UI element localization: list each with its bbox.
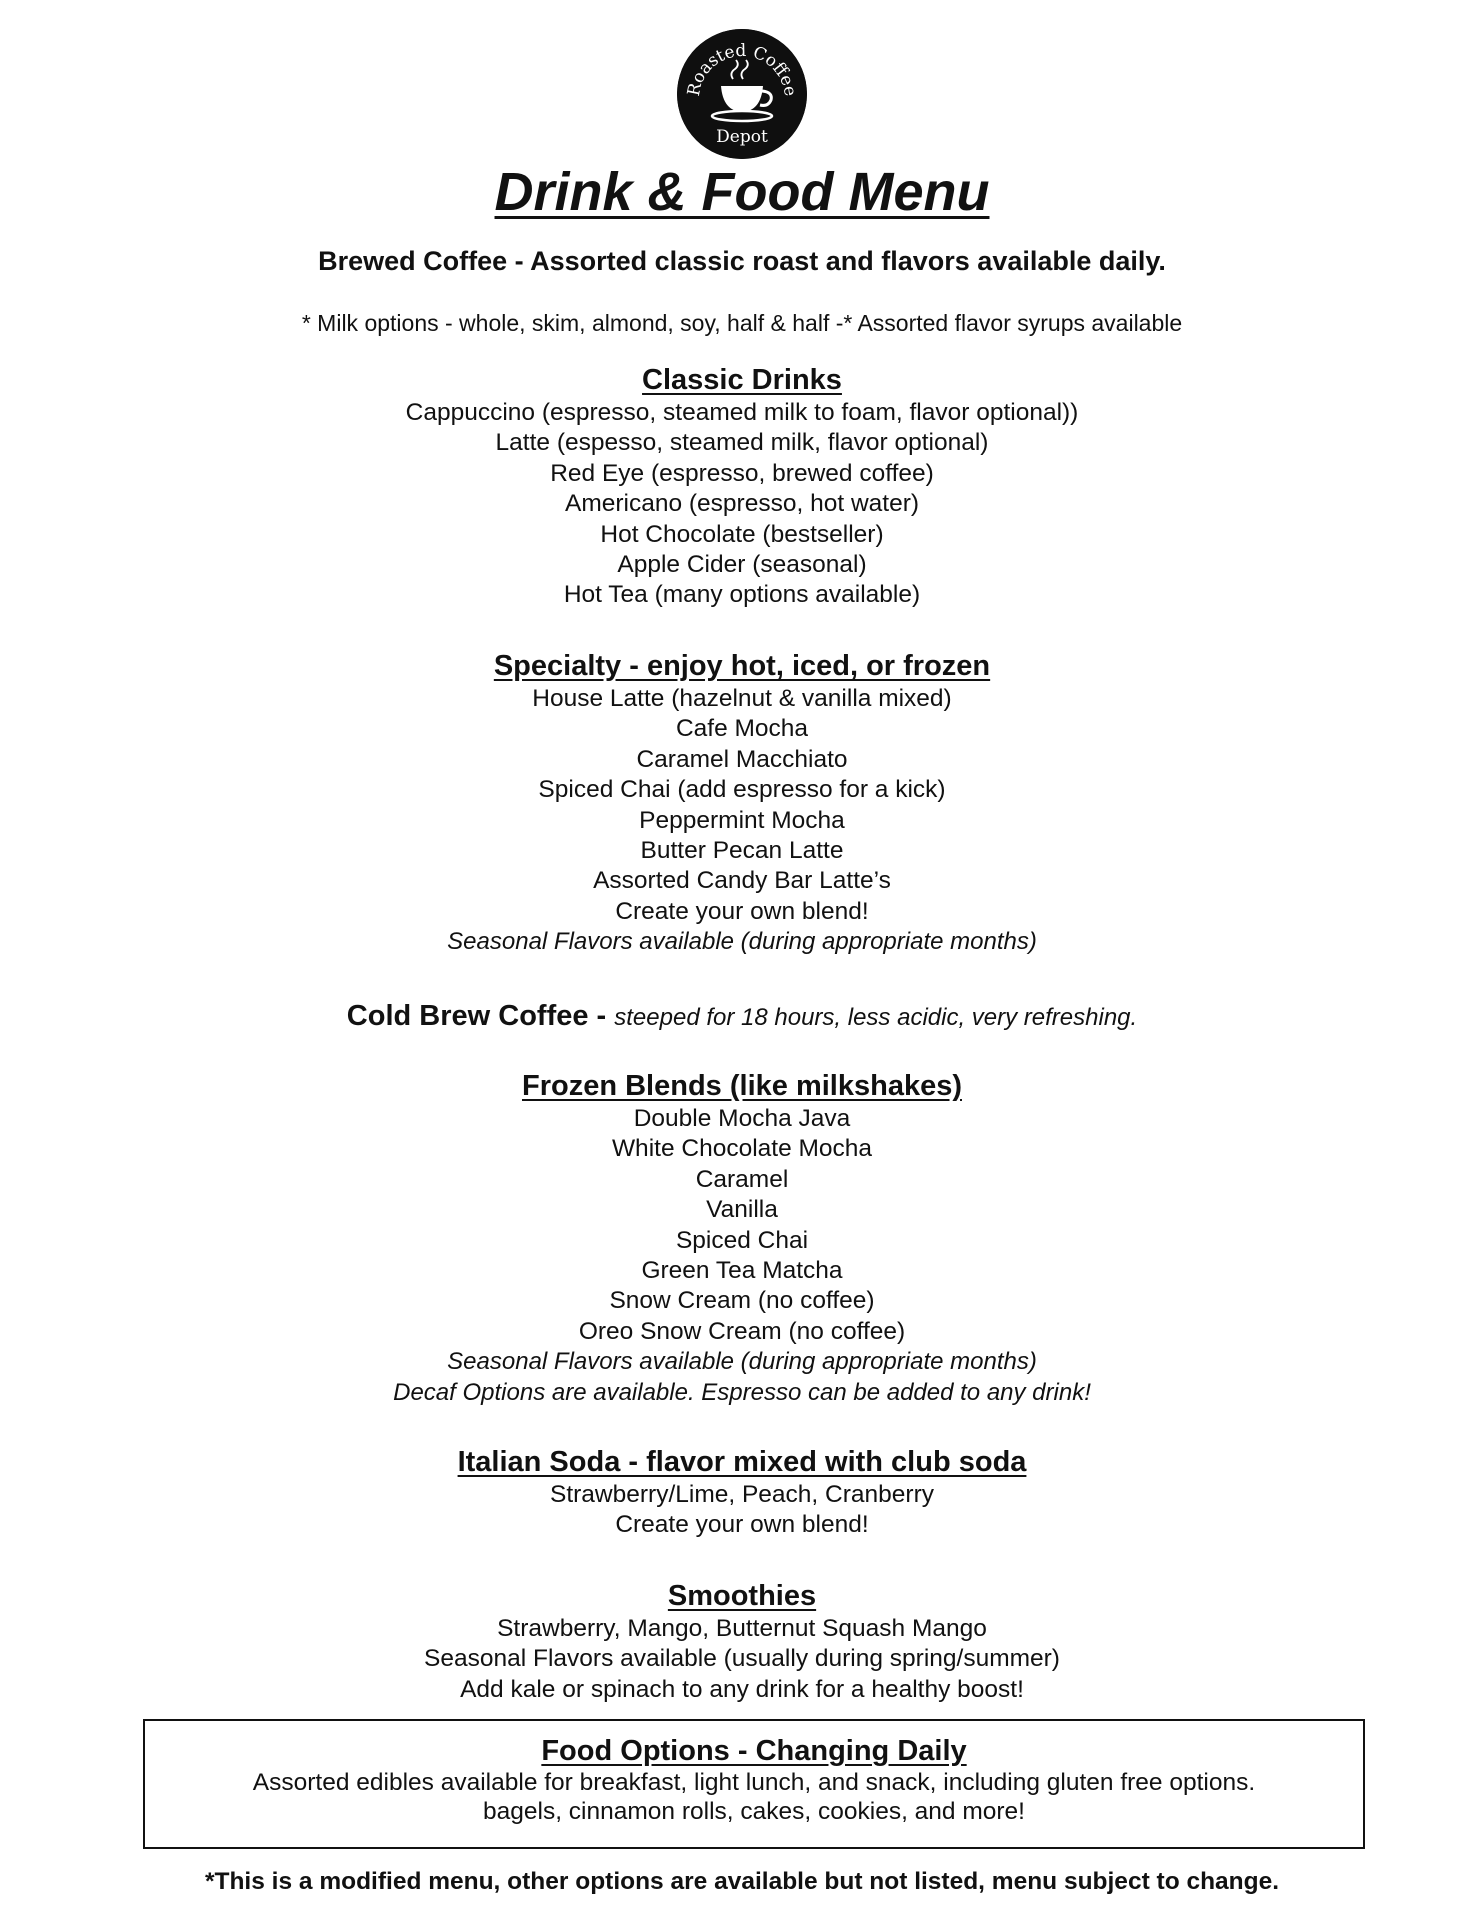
classic-drinks-section	[0, 362, 1484, 611]
menu-item: Green Tea Matcha	[641, 1257, 843, 1285]
menu-item: Oreo Snow Cream (no coffee)	[578, 1317, 906, 1345]
frozen-blends-list	[0, 1104, 1484, 1347]
menu-item: White Chocolate Mocha	[611, 1135, 873, 1163]
smoothies-section	[0, 1578, 1484, 1705]
menu-item: Add kale or spinach to any drink for a healthy boost!	[460, 1675, 1024, 1703]
classic-drinks-heading: Classic Drinks	[642, 364, 842, 396]
menu-item: Vanilla	[706, 1196, 778, 1224]
menu-item: Create your own blend!	[615, 897, 869, 925]
menu-item: Red Eye (espresso, brewed coffee)	[550, 459, 934, 487]
menu-item: Double Mocha Java	[633, 1105, 851, 1132]
menu-item: Assorted Candy Bar Latte’s	[593, 867, 891, 895]
smoothies-heading: Smoothies	[667, 1580, 817, 1612]
specialty-heading: Specialty - enjoy hot, iced, or frozen	[493, 650, 991, 682]
menu-item: Spiced Chai	[675, 1226, 809, 1254]
logo-text-bottom: Depot	[716, 127, 768, 147]
menu-item: Strawberry, Mango, Butternut Squash Mango	[497, 1615, 987, 1642]
menu-item: Butter Pecan Latte	[640, 837, 844, 865]
classic-drinks-list	[0, 398, 1484, 611]
page-title: Drink & Food Menu	[494, 162, 990, 222]
menu-item: Assorted edibles available for breakfast, light lunch, and snack, including gluten free options.	[252, 1769, 1256, 1796]
menu-item: Caramel Macchiato	[636, 745, 848, 773]
menu-item: Hot Chocolate (bestseller)	[600, 520, 884, 548]
decaf-note: Decaf Options are available. Espresso can be added to any drink!	[393, 1378, 1091, 1406]
menu-item: Seasonal Flavors available (usually during spring/summer)	[424, 1645, 1060, 1673]
roasted-coffee-depot-logo	[677, 29, 807, 159]
smoothies-list	[0, 1614, 1484, 1705]
frozen-blends-section	[0, 1068, 1484, 1408]
menu-item: Create your own blend!	[615, 1511, 869, 1539]
specialty-seasonal-note: Seasonal Flavors available (during appropriate months)	[447, 928, 1037, 956]
menu-item: Latte (espesso, steamed milk, flavor optional)	[495, 429, 989, 457]
menu-item: Caramel	[695, 1165, 789, 1193]
cold-brew-line	[0, 998, 1484, 1036]
disclaimer: *This is a modified menu, other options are available but not listed, menu subject to change.	[204, 1868, 1280, 1895]
brewed-coffee-line: Brewed Coffee - Assorted classic roast and flavors available daily.	[318, 246, 1166, 276]
menu-item: bagels, cinnamon rolls, cakes, cookies, and more!	[483, 1798, 1025, 1825]
menu-item: Peppermint Mocha	[639, 806, 845, 834]
italian-soda-heading: Italian Soda - flavor mixed with club soda	[457, 1446, 1027, 1478]
italian-soda-list	[0, 1480, 1484, 1541]
food-options-list	[145, 1768, 1363, 1826]
menu-item: Cafe Mocha	[675, 715, 809, 743]
menu-item: Apple Cider (seasonal)	[617, 551, 867, 579]
menu-item: Snow Cream (no coffee)	[609, 1287, 875, 1315]
specialty-section	[0, 648, 1484, 958]
cold-brew-heading: Cold Brew Coffee -	[346, 1000, 615, 1032]
menu-item: House Latte (hazelnut & vanilla mixed)	[532, 685, 952, 712]
logo-text-top: Roasted Coffee	[683, 40, 801, 98]
menu-item: Strawberry/Lime, Peach, Cranberry	[550, 1481, 934, 1508]
frozen-blends-heading: Frozen Blends (like milkshakes)	[522, 1070, 962, 1102]
menu-item: Hot Tea (many options available)	[563, 581, 921, 609]
food-options-heading: Food Options - Changing Daily	[541, 1735, 967, 1767]
logo	[0, 29, 1484, 159]
frozen-seasonal-note: Seasonal Flavors available (during appropriate months)	[447, 1348, 1037, 1376]
italian-soda-section	[0, 1444, 1484, 1541]
cold-brew-description: steeped for 18 hours, less acidic, very refreshing.	[614, 1004, 1138, 1031]
milk-options-line: * Milk options - whole, skim, almond, soy, half & half -* Assorted flavor syrups available	[301, 310, 1183, 336]
food-options-box	[143, 1719, 1365, 1849]
specialty-list	[0, 684, 1484, 927]
menu-item: Cappuccino (espresso, steamed milk to foam, flavor optional))	[405, 399, 1079, 426]
menu-item: Spiced Chai (add espresso for a kick)	[538, 776, 946, 804]
menu-item: Americano (espresso, hot water)	[564, 490, 920, 518]
